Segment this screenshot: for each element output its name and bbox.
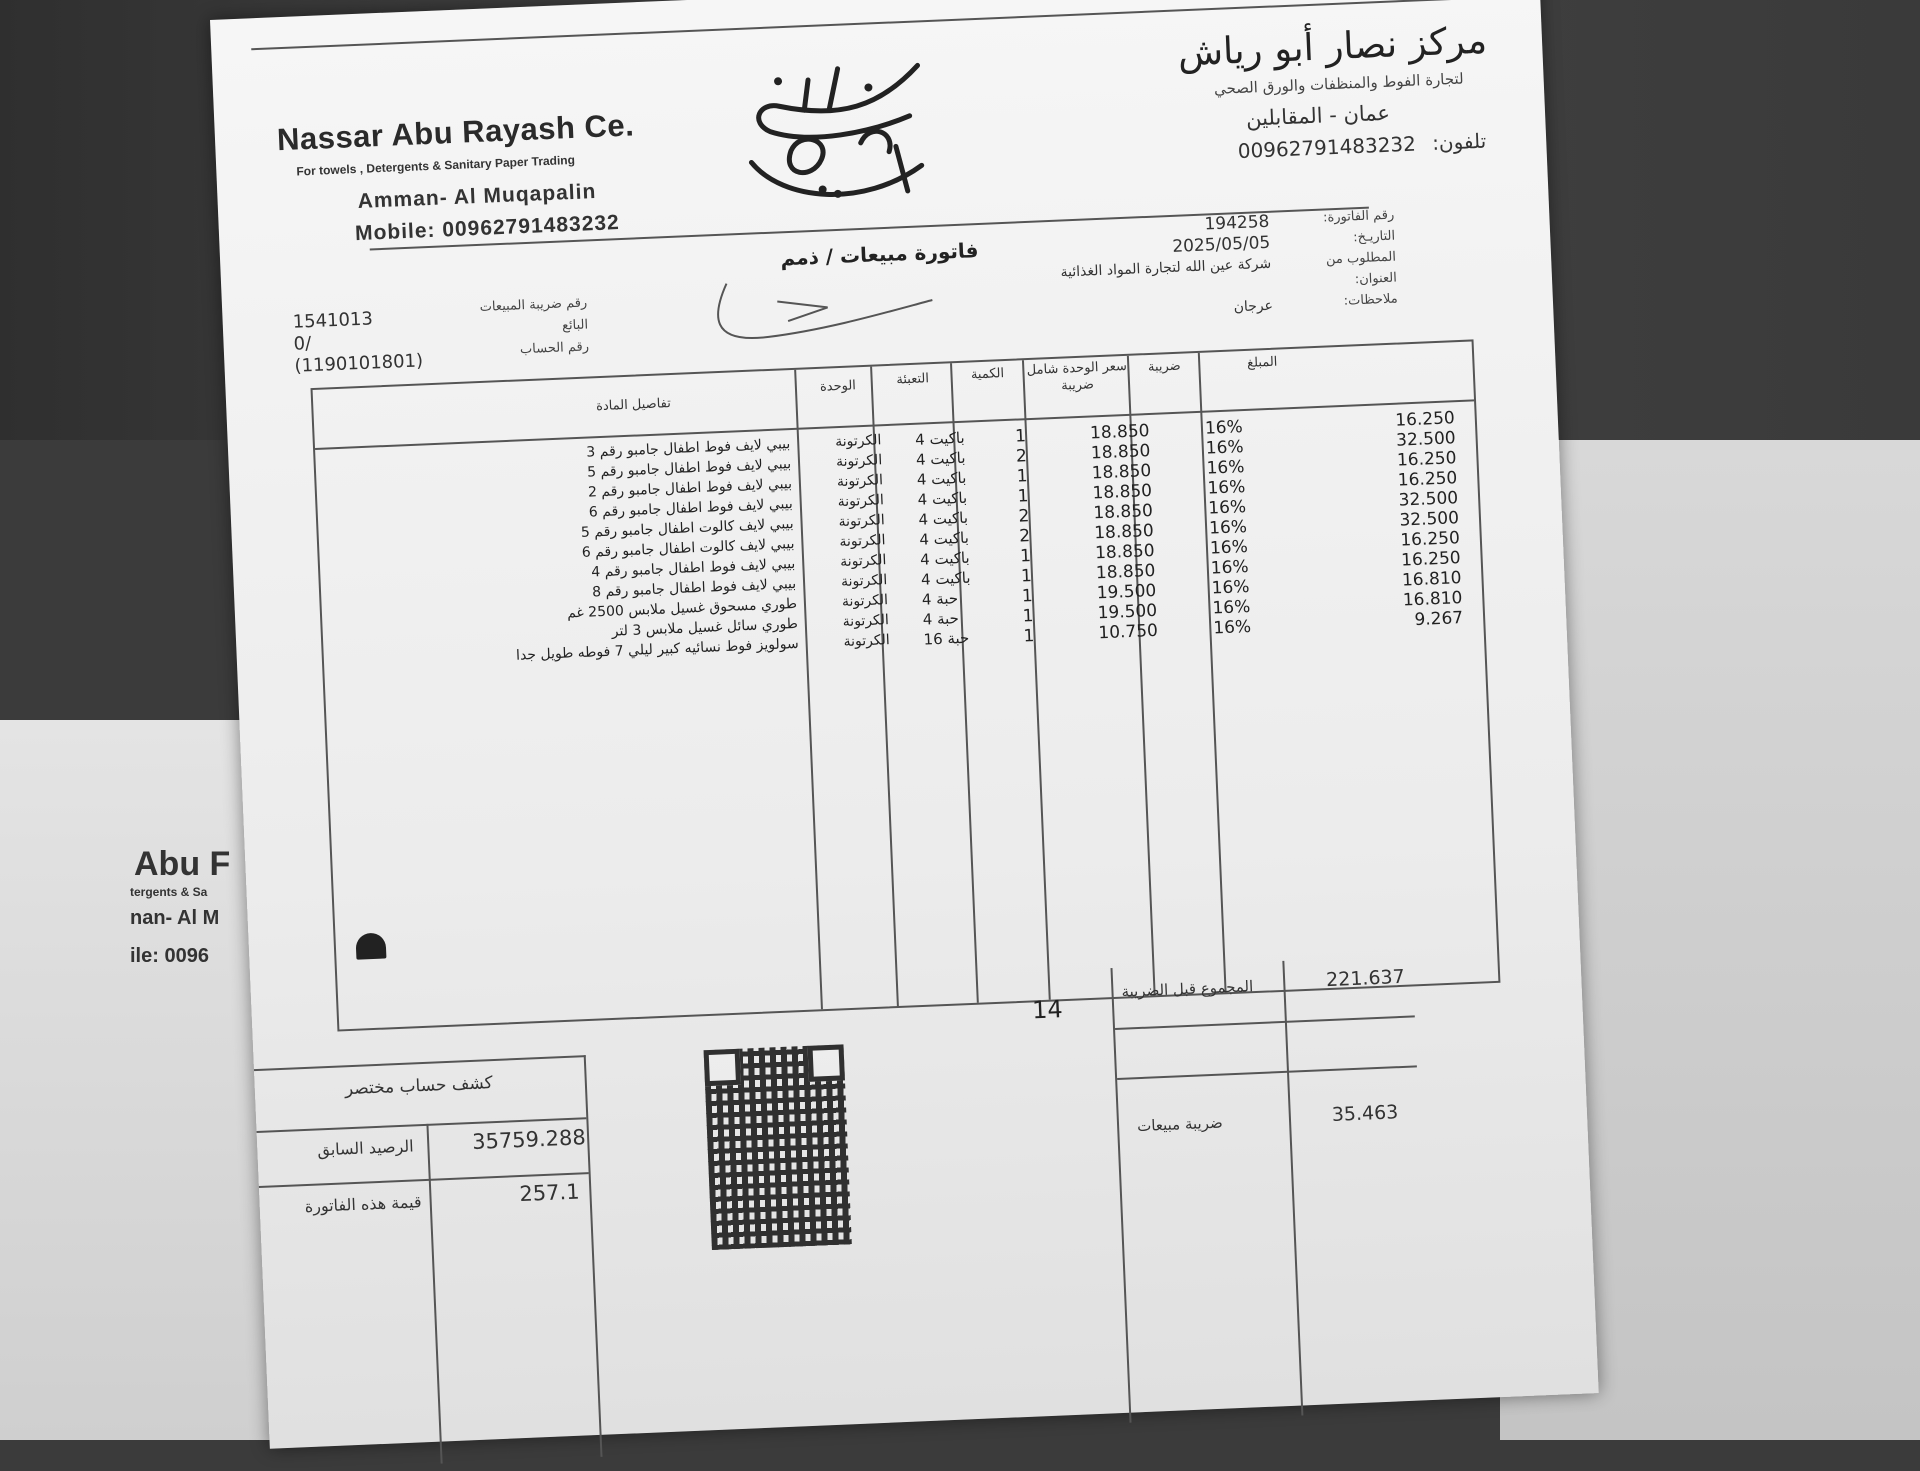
meta-right-labels: [1279, 205, 1398, 315]
cell-unit-price: 18.850: [1094, 540, 1155, 564]
cell-qty: 1: [1022, 606, 1034, 627]
underlying-line-2: tergents & Sa: [130, 885, 208, 899]
cell-tax: 16%: [1209, 537, 1249, 559]
notes-label: ملاحظات:: [1343, 291, 1399, 309]
invoice-sheet: [210, 0, 1599, 1449]
subtotal-value: 221.637: [1325, 965, 1406, 992]
cell-tax: 16%: [1212, 596, 1251, 619]
header-amount: المبلغ: [1246, 354, 1278, 371]
cell-qty: 1: [1023, 626, 1035, 647]
cell-packing: حبة 4: [922, 609, 960, 629]
cell-tax: 16%: [1207, 477, 1246, 499]
customer-label: المطلوب من: [1325, 249, 1397, 268]
company-address-en: Amman- Al Muqapalin: [357, 179, 597, 213]
cell-tax: 16%: [1207, 497, 1247, 519]
cell-qty: 1: [1021, 586, 1034, 607]
cell-description: طوري سائل غسيل ملابس 3 لتر: [611, 615, 799, 640]
item-count: 14: [1031, 995, 1064, 1025]
account-label: رقم الحساب: [519, 339, 590, 358]
grid-line: [1282, 961, 1303, 1416]
sales-tax-number: 1541013: [292, 308, 374, 333]
header-tax: ضريبة: [1147, 358, 1182, 376]
cell-packing: حبة 16: [923, 628, 970, 649]
underlying-line-4: ile: 0096: [130, 945, 209, 967]
phone-number: 00962791483232: [1237, 131, 1417, 164]
cell-amount: 9.267: [1414, 608, 1464, 631]
cell-unit: الكرتونة: [836, 472, 884, 491]
cell-description: بيبي لايف كالوت اطفال جامبو رقم 6: [581, 535, 795, 561]
cell-amount: 16.250: [1399, 528, 1461, 551]
grid-line: [1117, 1065, 1417, 1080]
grid-line: [1115, 1015, 1415, 1030]
cell-qty: 1: [1016, 466, 1029, 487]
cell-unit: الكرتونة: [839, 552, 887, 571]
cell-amount: 32.500: [1395, 428, 1457, 451]
date-label: التاريـخ:: [1352, 228, 1396, 246]
cell-description: سولويز فوط نسائيه كبير ليلي 7 فوطه طويل جدا: [515, 635, 799, 664]
cell-tax: 16%: [1212, 616, 1252, 639]
address-label: العنوان:: [1354, 270, 1398, 288]
cell-packing: باكيت 4: [918, 508, 969, 529]
cell-qty: 2: [1015, 446, 1028, 467]
header-unit: الوحدة: [819, 378, 857, 395]
cell-unit-price: 18.850: [1089, 421, 1150, 444]
cell-unit: الكرتونة: [840, 572, 888, 591]
account-summary-box: [254, 1055, 603, 1471]
underlying-line-1: Abu F: [134, 845, 231, 883]
calligraphy-logo: [717, 44, 954, 223]
sales-tax-number-label: رقم ضريبة المبيعات: [479, 295, 588, 315]
cell-packing: باكيت 4: [916, 468, 967, 489]
cell-packing: باكيت 4: [915, 448, 966, 469]
cell-tax: 16%: [1211, 576, 1250, 599]
totals-grid: [1110, 955, 1431, 1422]
cell-tax: 16%: [1208, 517, 1248, 539]
customer-name: شركة عين الله لتجارة المواد الغذائية: [1060, 255, 1272, 281]
cell-description: بيبي لايف فوط اطفال جامبو رقم 6: [588, 496, 794, 521]
punch-hole: [355, 932, 386, 959]
cell-amount: 16.250: [1397, 468, 1458, 491]
cell-packing: باكيت 4: [917, 488, 968, 509]
cell-tax: 16%: [1210, 556, 1250, 579]
company-phone-ar: [1237, 129, 1486, 163]
cell-amount: 16.250: [1396, 448, 1457, 471]
underlying-line-3: nan- Al M: [130, 907, 220, 929]
meta-left-labels: [457, 292, 590, 363]
account-number: (1190101801): [294, 350, 424, 377]
cell-unit-price: 10.750: [1098, 620, 1159, 644]
cell-unit-price: 19.500: [1097, 600, 1158, 624]
cell-unit: الكرتونة: [835, 452, 883, 471]
company-name-ar: مركز نصار أبو رياش: [1176, 18, 1488, 75]
cell-unit-price: 19.500: [1096, 580, 1157, 604]
cell-qty: 1: [1017, 486, 1029, 507]
header-qty: الكمية: [970, 366, 1005, 383]
header-description: تفاصيل المادة: [595, 396, 672, 415]
cell-qty: 1: [1020, 566, 1033, 587]
cell-description: بيبي لايف فوط اطفال جامبو رقم 8: [591, 575, 797, 601]
company-address-ar: عمان - المقابلين: [1245, 100, 1391, 131]
cell-unit: الكرتونة: [839, 532, 886, 551]
invoice-number: 194258: [1204, 211, 1270, 235]
signature-scribble: [706, 255, 940, 355]
cell-unit: الكرتونة: [842, 612, 890, 631]
cell-unit: الكرتونة: [841, 592, 889, 611]
cell-amount: 16.810: [1401, 568, 1462, 591]
cell-qty: 1: [1019, 546, 1032, 567]
cell-description: طوري مسحوق غسيل ملابس 2500 غم: [566, 595, 798, 622]
cell-description: بيبي لايف كالوت اطفال جامبو رقم 5: [580, 516, 794, 541]
cell-description: بيبي لايف فوط اطفال جامبو رقم 4: [591, 555, 796, 581]
invoice-date: 2025/05/05: [1171, 232, 1271, 257]
cell-tax: 16%: [1205, 437, 1245, 459]
cell-unit-price: 18.850: [1095, 560, 1156, 584]
invoice-value-label: قيمة هذه الفاتورة: [304, 1192, 422, 1217]
cell-packing: باكيت 4: [919, 528, 970, 549]
cell-unit: الكرتونة: [843, 632, 891, 651]
seller-label: البائع: [561, 317, 589, 334]
meta-right-values: [989, 212, 1273, 329]
cell-amount: 16.810: [1402, 588, 1463, 611]
sales-tax-label: ضريبة مبيعات: [1136, 1113, 1223, 1136]
cell-unit: الكرتونة: [834, 432, 882, 451]
seller-value: 0/: [293, 333, 312, 355]
summary-title: كشف حساب مختصر: [344, 1073, 494, 1100]
cell-tax: 16%: [1206, 457, 1245, 479]
header-packing: التعبئة: [896, 371, 930, 388]
qr-finder: [704, 1049, 741, 1086]
cell-packing: باكيت 4: [919, 548, 971, 569]
subtotal-label: المجموع قبل الضريبة: [1121, 977, 1254, 1001]
cell-amount: 16.250: [1400, 548, 1462, 571]
cell-unit: الكرتونة: [838, 512, 886, 531]
sales-tax-value: 35.463: [1331, 1101, 1399, 1126]
cell-unit-price: 18.850: [1092, 480, 1153, 504]
cell-amount: 32.500: [1398, 488, 1459, 511]
cell-packing: حبة 4: [921, 589, 959, 609]
cell-unit-price: 18.850: [1090, 441, 1151, 464]
cell-unit-price: 18.850: [1091, 460, 1152, 484]
document-title: فاتورة مبيعات / ذمم: [779, 238, 979, 271]
cell-amount: 16.250: [1394, 408, 1456, 431]
invoice-value: 257.1: [518, 1179, 581, 1207]
previous-balance-label: الرصيد السابق: [317, 1136, 415, 1160]
cell-tax: 16%: [1204, 417, 1244, 439]
cell-description: بيبي لايف فوط اطفال جامبو رقم 3: [586, 436, 791, 461]
grid-line: [426, 1124, 442, 1464]
underlying-invoice-fragment: [130, 745, 250, 985]
cell-unit-price: 18.850: [1093, 520, 1155, 544]
invoice-number-label: رقم الفاتورة:: [1322, 207, 1395, 226]
cell-qty: 2: [1018, 506, 1030, 527]
cell-unit-price: 18.850: [1093, 500, 1154, 524]
items-table: [311, 339, 1501, 1031]
cell-description: بيبي لايف فوط اطفال جامبو رقم 5: [586, 456, 792, 481]
phone-label: تلفون:: [1431, 128, 1487, 155]
cell-description: بيبي لايف فوط اطفال جامبو رقم 2: [587, 476, 793, 501]
meta-left-values: [292, 306, 423, 377]
cell-amount: 32.500: [1399, 508, 1460, 531]
cell-packing: باكيت 4: [914, 428, 966, 449]
company-tagline-ar: لتجارة الفوط والمنظفات والورق الصحي: [1213, 69, 1464, 99]
cell-unit: الكرتونة: [837, 492, 885, 511]
cell-packing: باكيت 4: [920, 568, 971, 589]
company-mobile-en: Mobile: 00962791483232: [354, 211, 621, 246]
cell-qty: 2: [1018, 526, 1031, 547]
company-tagline-en: For towels , Detergents & Sanitary Paper Trading: [296, 152, 576, 179]
previous-balance-value: 35759.288: [471, 1125, 587, 1154]
qr-code: [704, 1044, 852, 1250]
notes-value: عرجان: [1233, 297, 1274, 316]
qr-finder: [807, 1044, 844, 1081]
cell-qty: 1: [1014, 426, 1027, 447]
company-name-en: Nassar Abu Rayash Ce.: [276, 107, 635, 158]
header-unit-price: سعر الوحدة شامل ضريبة: [1026, 358, 1128, 394]
